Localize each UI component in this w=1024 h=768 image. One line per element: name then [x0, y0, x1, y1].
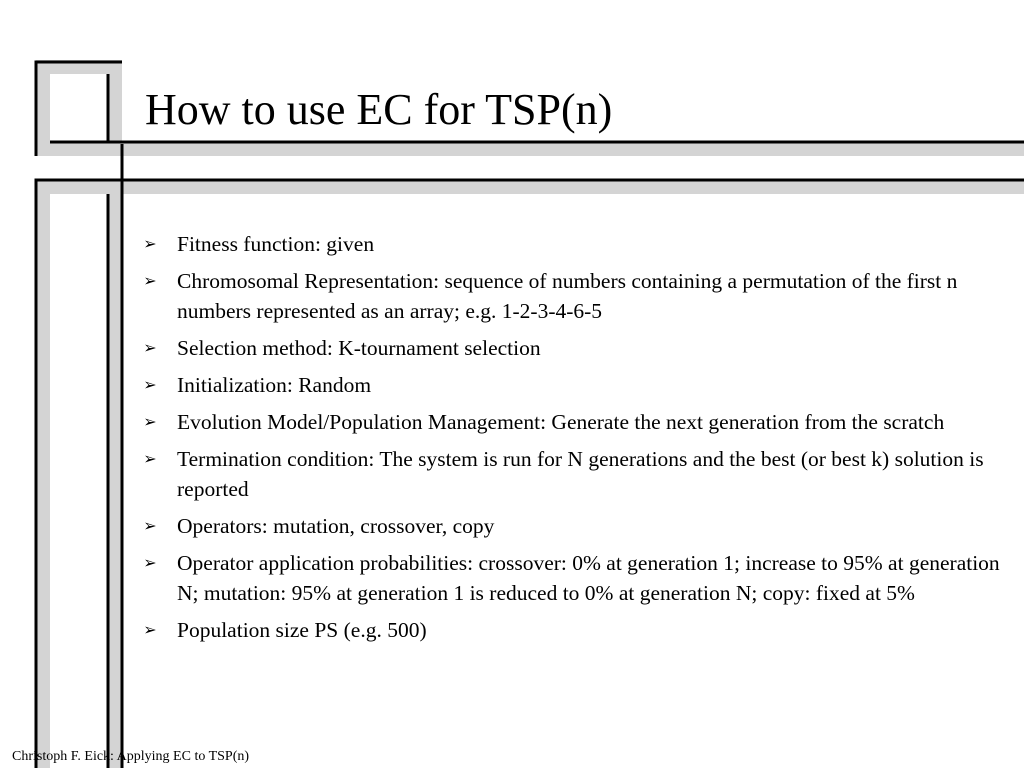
arrowhead-bullet-icon: ➢ [143, 553, 157, 572]
arrowhead-bullet-icon: ➢ [143, 449, 157, 468]
bullet-text: Evolution Model/Population Management: Generate the next generation from the scratch [177, 410, 945, 434]
bullet-item [140, 333, 1010, 363]
bullet-item [140, 615, 1010, 645]
bullet-item [140, 266, 1010, 326]
bullet-text: Termination condition: The system is run for N generations and the best (or best k) solution is reported [177, 447, 984, 501]
bullet-text: Population size PS (e.g. 500) [177, 618, 427, 642]
arrowhead-bullet-icon: ➢ [143, 271, 157, 290]
bullet-item [140, 444, 1010, 504]
slide-footer: Christoph F. Eick: Applying EC to TSP(n) [12, 749, 250, 764]
bullet-text: Selection method: K-tournament selection [177, 336, 541, 360]
arrowhead-bullet-icon: ➢ [143, 338, 157, 357]
bullet-list [140, 229, 1010, 652]
bullet-item [140, 511, 1010, 541]
bullet-item [140, 548, 1010, 608]
bullet-item [140, 370, 1010, 400]
arrowhead-bullet-icon: ➢ [143, 234, 157, 253]
bullet-text: Chromosomal Representation: sequence of numbers containing a permutation of the first n numbers represented as an array; e.g. 1-2-3-4-6-5 [177, 269, 958, 323]
bullet-item [140, 229, 1010, 259]
bullet-text: Fitness function: given [177, 232, 375, 256]
slide-title: How to use EC for TSP(n) [145, 85, 613, 134]
arrowhead-bullet-icon: ➢ [143, 620, 157, 639]
bullet-item [140, 407, 1010, 437]
arrowhead-bullet-icon: ➢ [143, 516, 157, 535]
bullet-text: Operator application probabilities: crossover: 0% at generation 1; increase to 95% at generation N; mutation: 95% at generation 1 is reduced to 0% at generation N; copy: fixed at 5% [177, 551, 1000, 605]
bullet-text: Operators: mutation, crossover, copy [177, 514, 495, 538]
arrowhead-bullet-icon: ➢ [143, 375, 157, 394]
bullet-text: Initialization: Random [177, 373, 372, 397]
arrowhead-bullet-icon: ➢ [143, 412, 157, 431]
